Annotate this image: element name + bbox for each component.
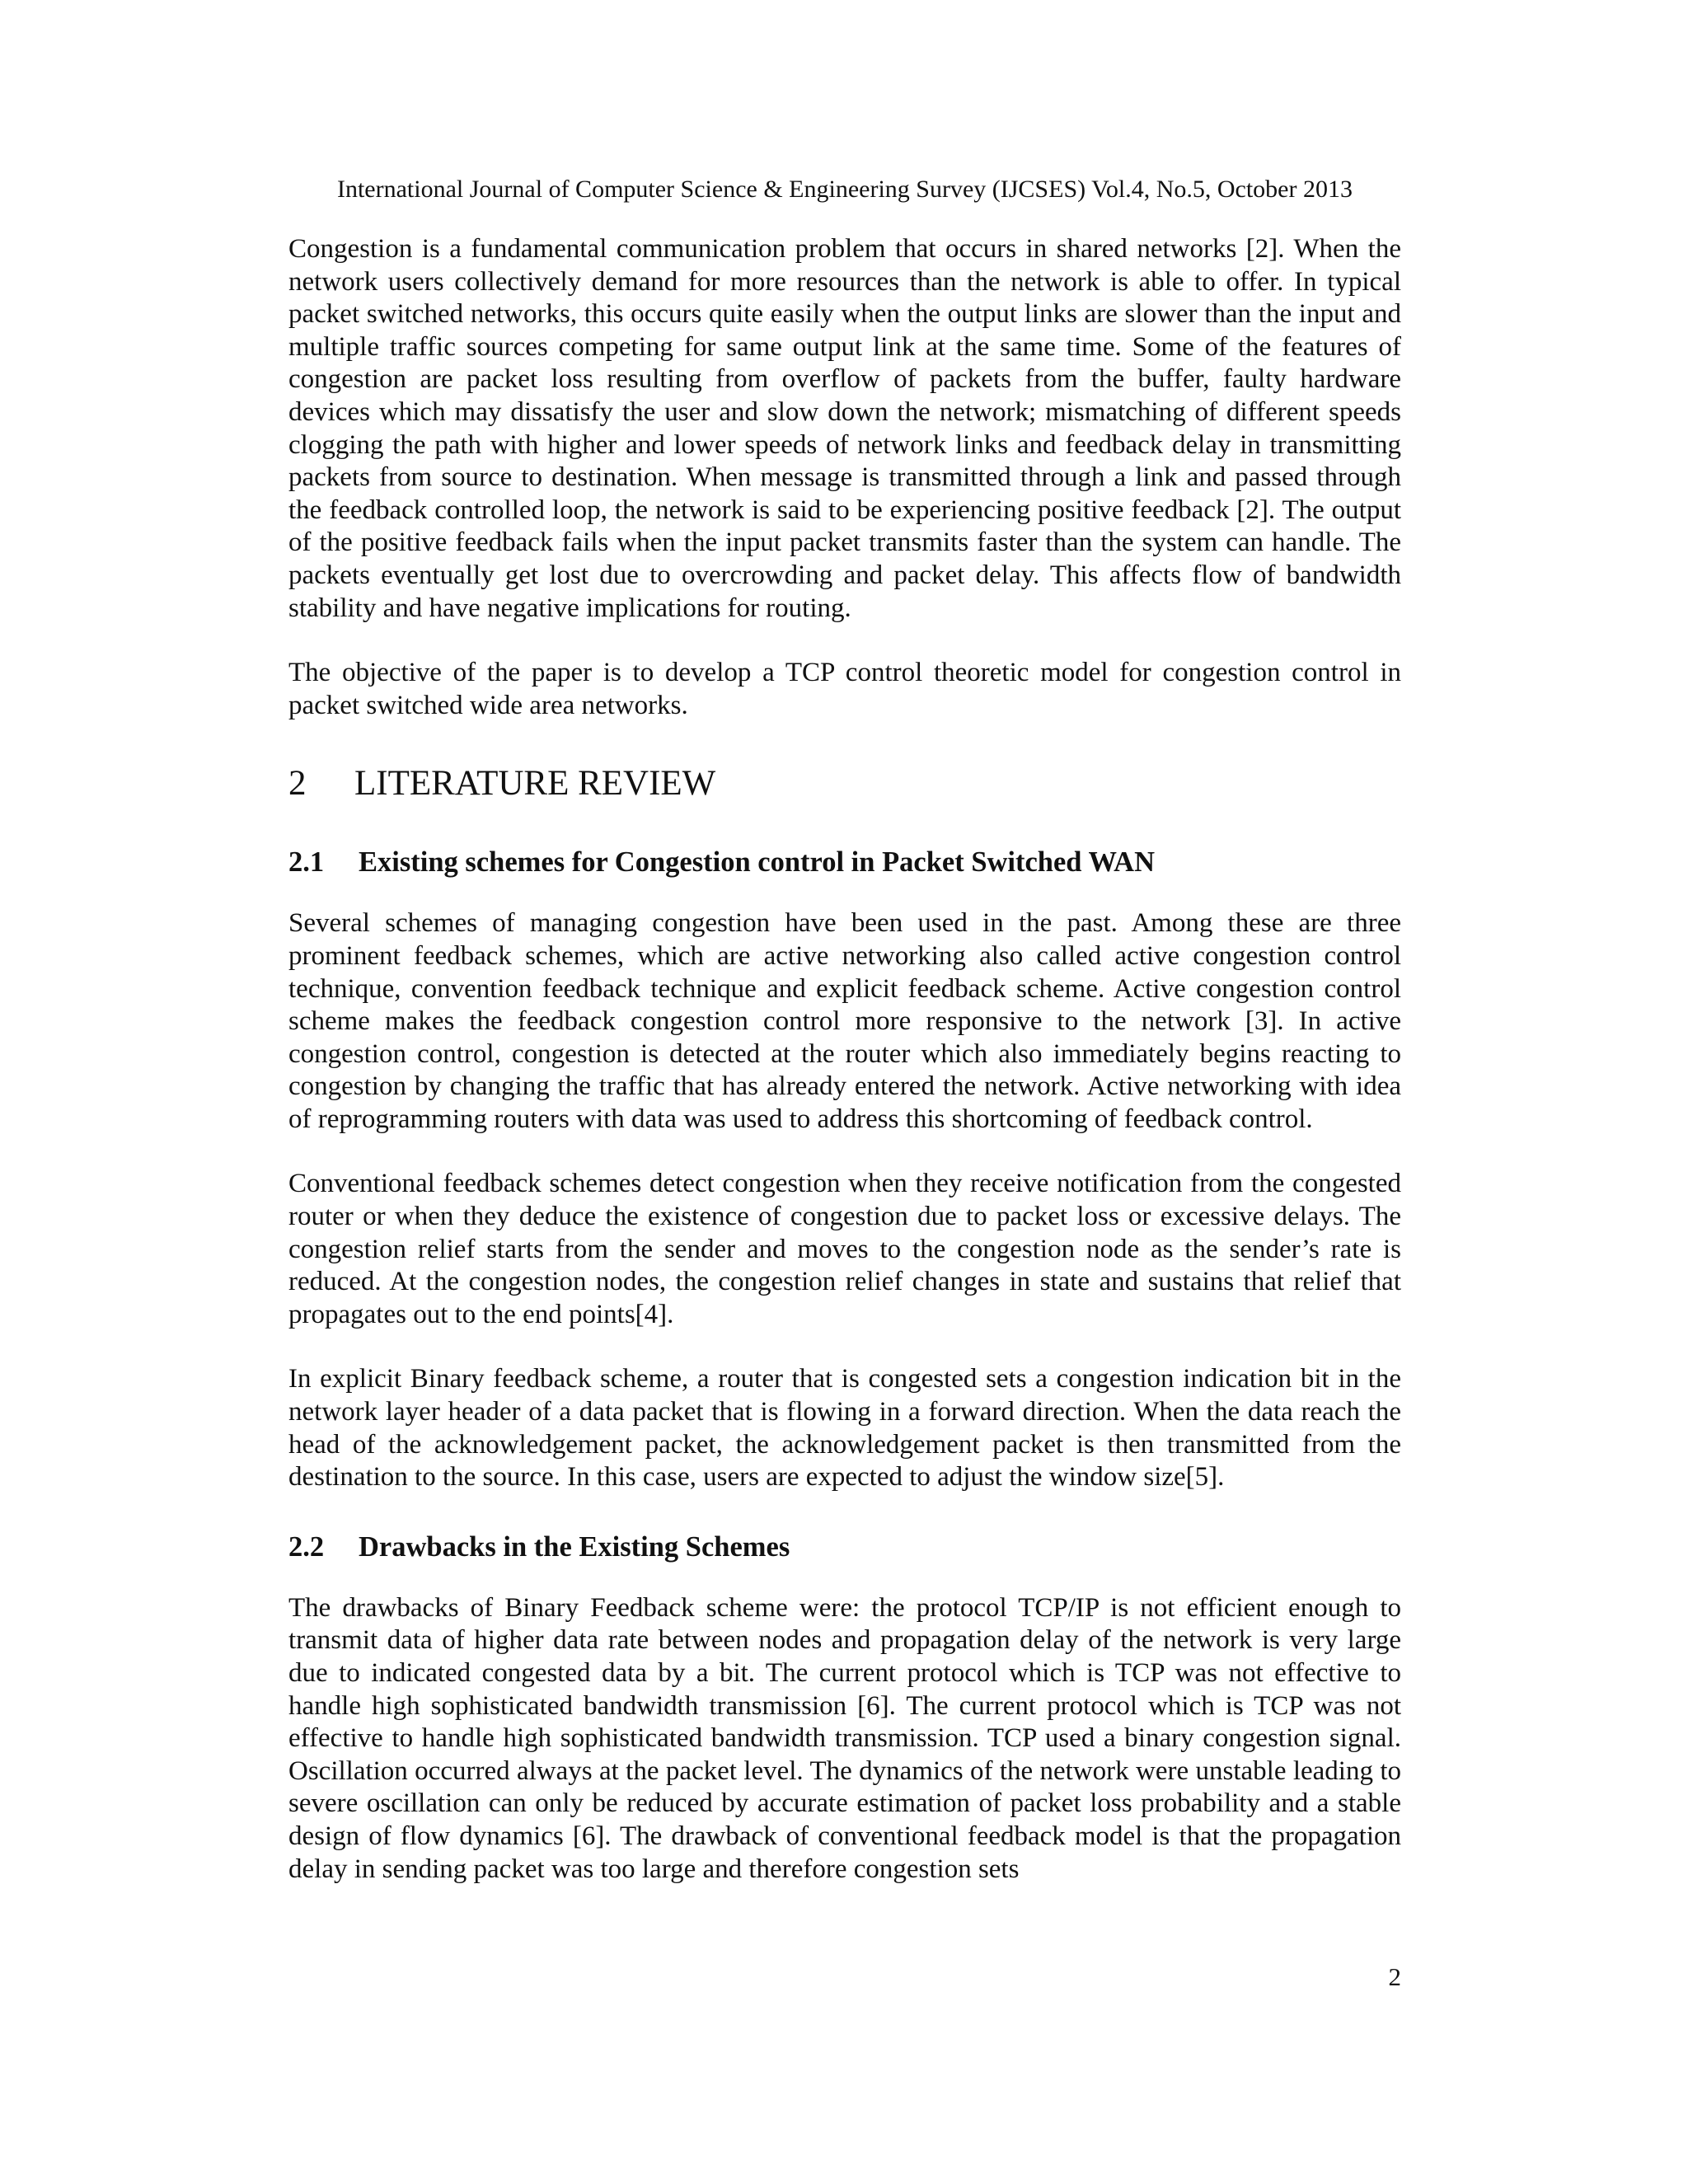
- subsection-heading-drawbacks: [288, 1530, 1401, 1563]
- page-body: [288, 233, 1401, 1886]
- section-number: 2: [288, 764, 307, 804]
- existing-schemes-paragraph-3: In explicit Binary feedback scheme, a router that is congested sets a congestion indication bit in the network layer header of a data packet that is flowing in a forward direction. When the data reach the head of the acknowledgement packet, the acknowledgement packet is then transmitted from the destination to the source. In this case, users are expected to adjust the window size[5].: [288, 1364, 1401, 1493]
- subsection-number: 2.2: [288, 1530, 325, 1563]
- subsection-title: Existing schemes for Congestion control in Packet Switched WAN: [359, 846, 1155, 879]
- page-number: 2: [1388, 1962, 1401, 1991]
- subsection-title: Drawbacks in the Existing Schemes: [359, 1530, 790, 1563]
- section-title: LITERATURE REVIEW: [354, 764, 716, 804]
- subsection-number: 2.1: [288, 846, 325, 879]
- existing-schemes-paragraph-1: Several schemes of managing congestion have been used in the past. Among these are three prominent feedback schemes, which are active networking also called active congestion control technique, convention feedback technique and explicit feedback scheme. Active congestion control scheme makes the feedback congestion control more responsive to the network [3]. In active congestion control, congestion is detected at the router which also immediately begins reacting to congestion by changing the traffic that has already entered the network. Active networking with idea of reprogramming routers with data was used to address this shortcoming of feedback control.: [288, 908, 1401, 1134]
- drawbacks-paragraph-1: The drawbacks of Binary Feedback scheme were: the protocol TCP/IP is not efficient enough to transmit data of higher data rate between nodes and propagation delay of the network is very large due to indicated congested data by a bit. The current protocol which is TCP was not effective to handle high sophisticated bandwidth transmission [6]. The current protocol which is TCP was not effective to handle high sophisticated bandwidth transmission. TCP used a binary congestion signal. Oscillation occurred always at the packet level. The dynamics of the network were unstable leading to severe oscillation can only be reduced by accurate estimation of packet loss probability and a stable design of flow dynamics [6]. The drawback of conventional feedback model is that the propagation delay in sending packet was too large and therefore congestion sets: [288, 1592, 1401, 1884]
- subsection-heading-existing-schemes: [288, 846, 1401, 879]
- section-heading-literature-review: [288, 763, 1401, 804]
- existing-schemes-paragraph-2: Conventional feedback schemes detect congestion when they receive notification from the congested router or when they deduce the existence of congestion due to packet loss or excessive delays. The congestion relief starts from the sender and moves to the congestion node as the sender’s rate is reduced. At the congestion nodes, the congestion relief changes in state and sustains that relief that propagates out to the end points[4].: [288, 1169, 1401, 1329]
- intro-paragraph-1: Congestion is a fundamental communication problem that occurs in shared networks [2]. When the network users collectively demand for more resources than the network is able to offer. In typical packet switched networks, this occurs quite easily when the output links are slower than the input and multiple traffic sources competing for same output link at the same time. Some of the features of congestion are packet loss resulting from overflow of packets from the buffer, faulty hardware devices which may dissatisfy the user and slow down the network; mismatching of different speeds clogging the path with higher and lower speeds of network links and feedback delay in transmitting packets from source to destination. When message is transmitted through a link and passed through the feedback controlled loop, the network is said to be experiencing positive feedback [2]. The output of the positive feedback fails when the input packet transmits faster than the system can handle. The packets eventually get lost due to overcrowding and packet delay. This affects flow of bandwidth stability and have negative implications for routing.: [288, 234, 1401, 623]
- intro-paragraph-2: The objective of the paper is to develop a TCP control theoretic model for congestion control in packet switched wide area networks.: [288, 658, 1401, 720]
- running-header: International Journal of Computer Science & Engineering Survey (IJCSES) Vol.4, No.5, October 2013: [336, 176, 1353, 203]
